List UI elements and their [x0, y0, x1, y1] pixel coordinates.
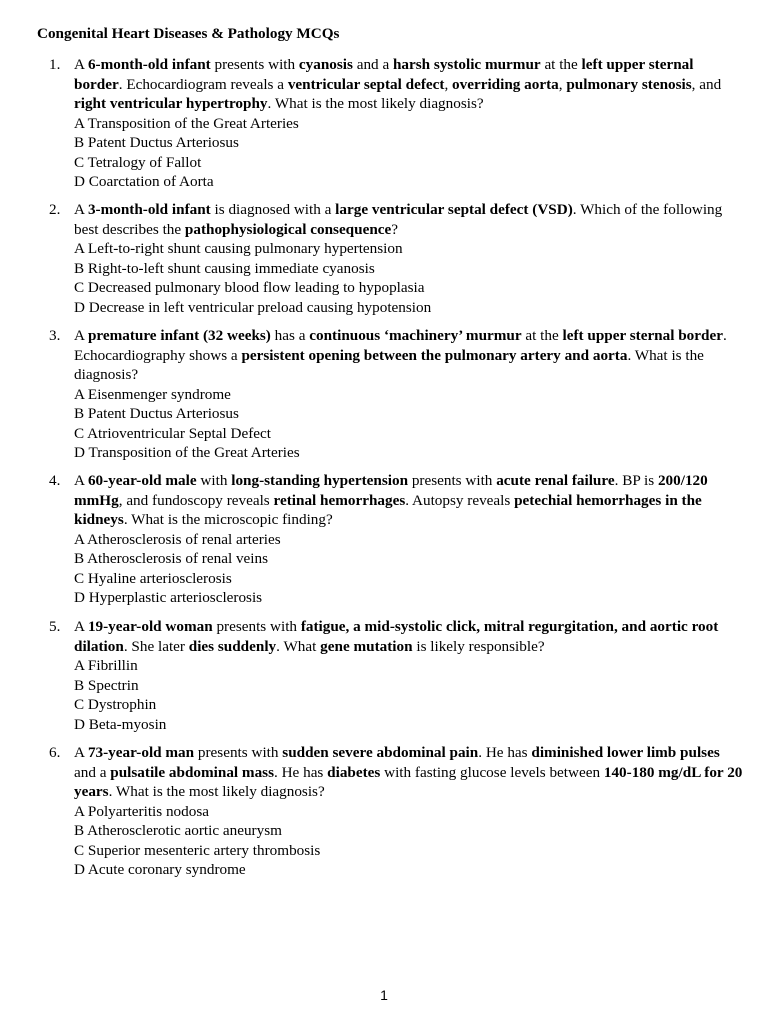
stem-bold-text: left upper sternal border [74, 56, 694, 93]
answer-option: B Right-to-left shunt causing immediate cyanosis [74, 259, 375, 277]
stem-text: , [444, 75, 453, 93]
answer-option: B Patent Ductus Arteriosus [74, 134, 239, 151]
question-body [74, 200, 744, 317]
answer-option: D Acute coronary syndrome [74, 861, 246, 878]
stem-bold-text: dies suddenly [188, 637, 277, 655]
question-body [74, 471, 744, 608]
question-body [74, 743, 744, 880]
stem-bold-text: 3-month-old infant [87, 201, 211, 218]
answer-option: A Polyarteritis nodosa [74, 802, 209, 820]
stem-bold-text: 60-year-old male [87, 472, 197, 489]
stem-bold-text: pulsatile abdominal mass [110, 763, 274, 781]
stem-bold-text: overriding aorta [452, 75, 559, 93]
stem-bold-text: 200/120 mmHg [74, 472, 708, 509]
stem-bold-text: diminished lower limb pulses [531, 744, 720, 761]
stem-bold-text: retinal hemorrhages [273, 491, 406, 509]
stem-text: . What is the microscopic finding? [123, 511, 333, 528]
stem-text: presents with [210, 56, 299, 73]
stem-text: at the [521, 327, 563, 344]
stem-text: , and fundoscopy reveals [118, 491, 274, 509]
question-body [74, 326, 744, 463]
answer-option: C Decreased pulmonary blood flow leading to hypoplasia [74, 279, 425, 296]
stem-text: . What is the most likely diagnosis? [108, 783, 325, 800]
stem-bold-text: pathophysiological consequence [184, 220, 392, 238]
stem-bold-text: gene mutation [320, 637, 413, 655]
stem-bold-text: acute renal failure [496, 472, 615, 489]
question-stem [74, 617, 744, 656]
answer-option: C Hyaline arteriosclerosis [74, 569, 232, 587]
question-number: 4. [49, 472, 61, 489]
answer-option: A Eisenmenger syndrome [74, 385, 231, 403]
stem-bold-text: long-standing hypertension [231, 472, 409, 489]
stem-bold-text: large ventricular septal defect (VSD) [335, 201, 573, 218]
stem-bold-text: right ventricular hypertrophy [74, 95, 268, 112]
stem-text: A [74, 56, 88, 73]
stem-text: . He has [274, 763, 328, 781]
stem-text: presents with [212, 618, 301, 635]
stem-text: . What is the most likely diagnosis? [267, 95, 484, 112]
stem-text: and a [74, 763, 111, 781]
stem-bold-text: left upper sternal border [562, 327, 723, 344]
stem-text: is diagnosed with a [210, 201, 336, 218]
answer-option: C Tetralogy of Fallot [74, 153, 202, 171]
answer-option: D Decrease in left ventricular preload causing hypotension [74, 298, 432, 316]
stem-text: at the [540, 56, 582, 73]
page-number: 1 [380, 987, 388, 1003]
stem-text: . What [276, 637, 321, 655]
answer-option: B Patent Ductus Arteriosus [74, 405, 239, 422]
stem-text: A [74, 327, 88, 344]
answer-option: B Atherosclerosis of renal veins [74, 550, 269, 567]
stem-text: presents with [408, 472, 497, 489]
stem-bold-text: continuous ‘machinery’ murmur [309, 327, 522, 344]
stem-text: with [196, 472, 232, 489]
answer-option: B Spectrin [74, 676, 139, 694]
question-number: 1. [49, 56, 61, 73]
stem-bold-text: premature infant (32 weeks) [87, 327, 271, 344]
question-stem [74, 326, 744, 385]
answer-option: D Beta-myosin [74, 715, 167, 733]
stem-text: . Autopsy reveals [405, 491, 515, 509]
question-number: 5. [49, 618, 61, 635]
stem-bold-text: diabetes [327, 763, 381, 781]
question-stem [74, 200, 744, 239]
stem-text: . BP is [614, 472, 658, 489]
answer-option: A Fibrillin [74, 657, 138, 674]
stem-text: presents with [194, 744, 283, 761]
stem-text: has a [270, 327, 310, 344]
answer-option: D Coarctation of Aorta [74, 173, 214, 190]
stem-text: , and [691, 75, 722, 93]
stem-bold-text: 19-year-old woman [87, 618, 213, 635]
stem-text: . Echocardiography shows a [74, 327, 727, 364]
stem-bold-text: ventricular septal defect [287, 75, 445, 93]
stem-text: . Which of the following best describes the [74, 201, 723, 238]
stem-text: with fasting glucose levels between [380, 763, 604, 781]
stem-bold-text: pulmonary stenosis [566, 75, 692, 93]
question-number: 6. [49, 744, 61, 761]
stem-text: A [74, 618, 88, 635]
stem-text: is likely responsible? [412, 637, 545, 655]
stem-text: A [74, 472, 88, 489]
stem-bold-text: harsh systolic murmur [392, 56, 541, 73]
stem-text: . What is the diagnosis? [74, 346, 704, 383]
question-number: 2. [49, 201, 61, 218]
stem-text: A [74, 201, 88, 218]
stem-bold-text: sudden severe abdominal pain [282, 744, 479, 761]
question-number: 3. [49, 327, 61, 344]
stem-bold-text: cyanosis [298, 56, 353, 73]
answer-option: D Transposition of the Great Arteries [74, 444, 300, 461]
question-body [74, 55, 744, 192]
stem-bold-text: 73-year-old man [87, 744, 195, 761]
question-stem [74, 471, 744, 530]
stem-text: . Echocardiogram reveals a [118, 75, 288, 93]
answer-option: A Transposition of the Great Arteries [74, 114, 299, 132]
question-stem [74, 743, 744, 802]
stem-bold-text: fatigue, a mid-systolic click, mitral regurgitation, and aortic root dilation [74, 618, 719, 655]
question-body [74, 617, 744, 734]
answer-option: C Atrioventricular Septal Defect [74, 424, 271, 442]
answer-option: A Atherosclerosis of renal arteries [74, 530, 281, 548]
answer-option: D Hyperplastic arteriosclerosis [74, 589, 263, 606]
answer-option: C Superior mesenteric artery thrombosis [74, 841, 321, 859]
answer-option: C Dystrophin [74, 696, 157, 713]
stem-bold-text: 6-month-old infant [87, 56, 211, 73]
stem-bold-text: persistent opening between the pulmonary artery and aorta [241, 346, 628, 364]
stem-text: A [74, 744, 88, 761]
question-stem [74, 55, 744, 114]
answer-option: A Left-to-right shunt causing pulmonary hypertension [74, 240, 403, 257]
stem-bold-text: petechial hemorrhages in the kidneys [74, 491, 702, 528]
stem-text: . He has [478, 744, 532, 761]
stem-text: , [558, 75, 567, 93]
stem-text: and a [352, 56, 393, 73]
document-title: Congenital Heart Diseases & Pathology MCQs [37, 25, 340, 42]
stem-text: ? [391, 220, 398, 238]
stem-text: . She later [123, 637, 189, 655]
answer-option: B Atherosclerotic aortic aneurysm [74, 822, 282, 839]
stem-bold-text: 140-180 mg/dL for 20 years [74, 763, 743, 800]
